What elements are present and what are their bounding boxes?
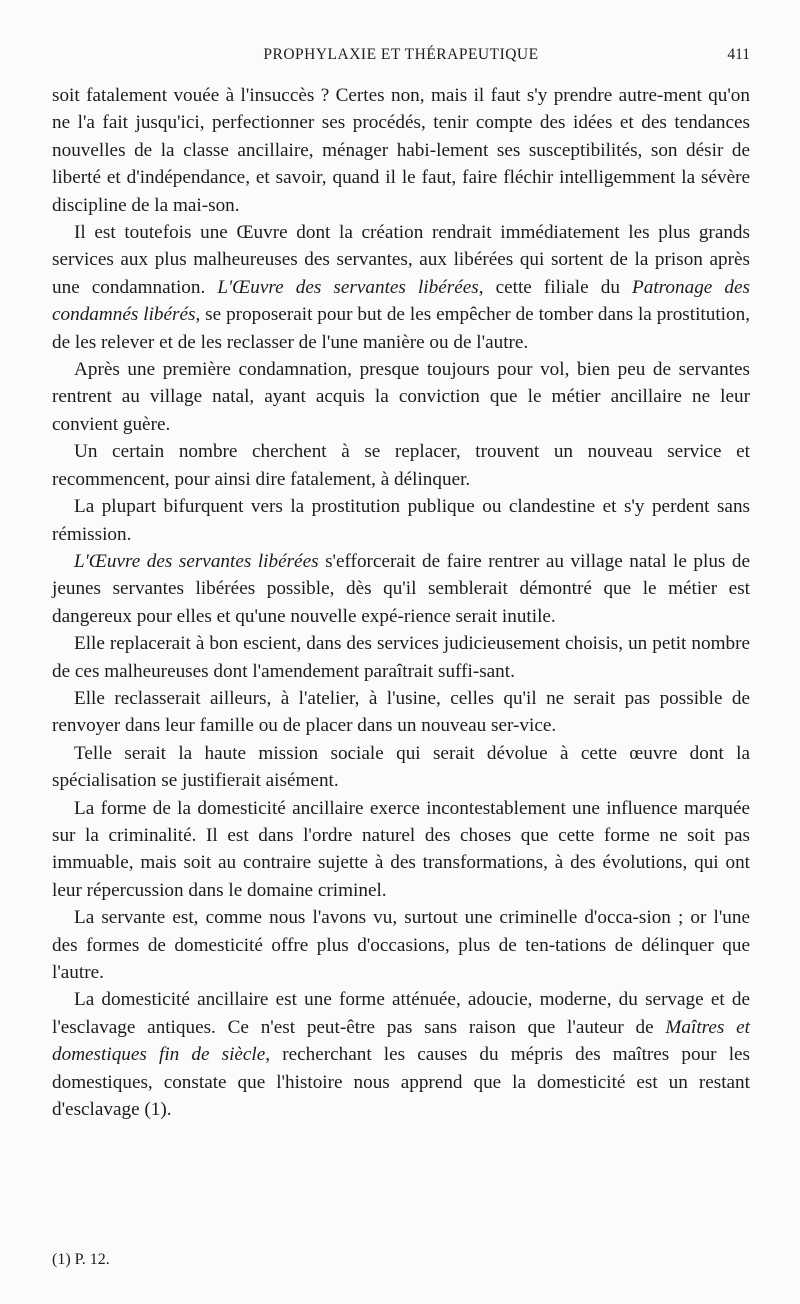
text-run: Telle serait la haute mission sociale qui serait dévolue à cette œuvre dont la spécialisation se justifierait aisément.	[52, 742, 750, 792]
text-run: La plupart bifurquent vers la prostitution publique ou clandestine et s'y perdent sans rémission.	[52, 496, 750, 545]
text-run: soit fatalement vouée à l'insuccès ? Certes non, mais il faut s'y prendre autre-ment qu'on ne l'a fait jusqu'ici, perfectionner ses procédés, tenir compte des idées et des tendances nouvelles de la classe ancillaire, ménager habi-lement ses susceptibilités, son désir de liberté et d'indépendance, et savoir, quand il le faut, faire fléchir intelligemment la sévère discipline de la mai-son.	[52, 85, 750, 216]
paragraph	[52, 356, 750, 438]
paragraph	[52, 685, 750, 740]
text-run: , cette filiale du	[478, 276, 633, 298]
text-run: Elle replacerait à bon escient, dans des services judicieusement choisis, un petit nombre de ces malheureuses dont l'amendement paraîtrait suffi-sant.	[52, 633, 750, 682]
italic-title: Patronage des condamnés libérés	[52, 276, 750, 326]
paragraph	[52, 438, 750, 493]
italic-title: L'Œuvre des servantes libérées	[74, 550, 319, 572]
paragraph	[52, 986, 750, 1123]
paragraph	[52, 82, 750, 219]
text-run: Il est toutefois une Œuvre dont la création rendrait immédiatement les plus grands services aux plus malheureuses des servantes, aux libérées qui sortent de la prison après une condamnation.	[52, 222, 750, 298]
italic-title: Maîtres et domestiques fin de siècle	[52, 1016, 750, 1066]
paragraph	[52, 493, 750, 548]
italic-title: L'Œuvre des servantes libérées	[217, 276, 479, 298]
paragraph	[52, 630, 750, 685]
running-head	[52, 46, 750, 70]
text-run: s'efforcerait de faire rentrer au village natal le plus de jeunes servantes libérées possible, dès qu'il semblerait démontré que le métier est dangereux pour elles et qu'une nouvelle expé-rience serait inutile.	[52, 550, 750, 627]
paragraph	[52, 548, 750, 630]
page-number: 411	[727, 46, 750, 63]
text-run: La servante est, comme nous l'avons vu, surtout une criminelle d'occa-sion ; or l'une des formes de domesticité offre plus d'occasions, plus de ten-tations de délinquer que l'autre.	[52, 907, 750, 983]
text-run: Après une première condamnation, presque toujours pour vol, bien peu de servantes rentrent au village natal, ayant acquis la conviction que le métier ancillaire ne leur convient guère.	[52, 359, 750, 435]
paragraph	[52, 740, 750, 795]
text-run: , recherchant les causes du mépris des maîtres pour les domestiques, constate que l'histoire nous apprend que la domesticité est un restant d'esclavage (1).	[52, 1044, 751, 1121]
text-run: Un certain nombre cherchent à se replacer, trouvent un nouveau service et recommencent, pour ainsi dire fatalement, à délinquer.	[52, 441, 750, 490]
text-run: La forme de la domesticité ancillaire exerce incontestablement une influence marquée sur la criminalité. Il est dans l'ordre naturel des choses que cette forme ne soit pas immuable, mais soit au contraire sujette à des transformations, à des évolutions, qui ont leur répercussion dans le domaine criminel.	[52, 797, 750, 901]
paragraph	[52, 795, 750, 905]
running-title: PROPHYLAXIE ET THÉRAPEUTIQUE	[263, 46, 539, 63]
body-text	[52, 82, 750, 1123]
paragraph	[52, 904, 750, 986]
text-run: La domesticité ancillaire est une forme atténuée, adoucie, moderne, du servage et de l'esclavage antiques. Ce n'est peut-être pas sans raison que l'auteur de	[52, 989, 750, 1038]
text-run: Elle reclasserait ailleurs, à l'atelier, à l'usine, celles qu'il ne serait pas possible de renvoyer dans leur famille ou de placer dans un nouveau ser-vice.	[52, 687, 750, 737]
paragraph	[52, 219, 750, 356]
text-run: , se proposerait pour but de les empêcher de tomber dans la prostitution, de les relever et de les reclasser de l'une manière ou de l'autre.	[52, 304, 750, 353]
footnote: (1) P. 12.	[52, 1251, 110, 1268]
